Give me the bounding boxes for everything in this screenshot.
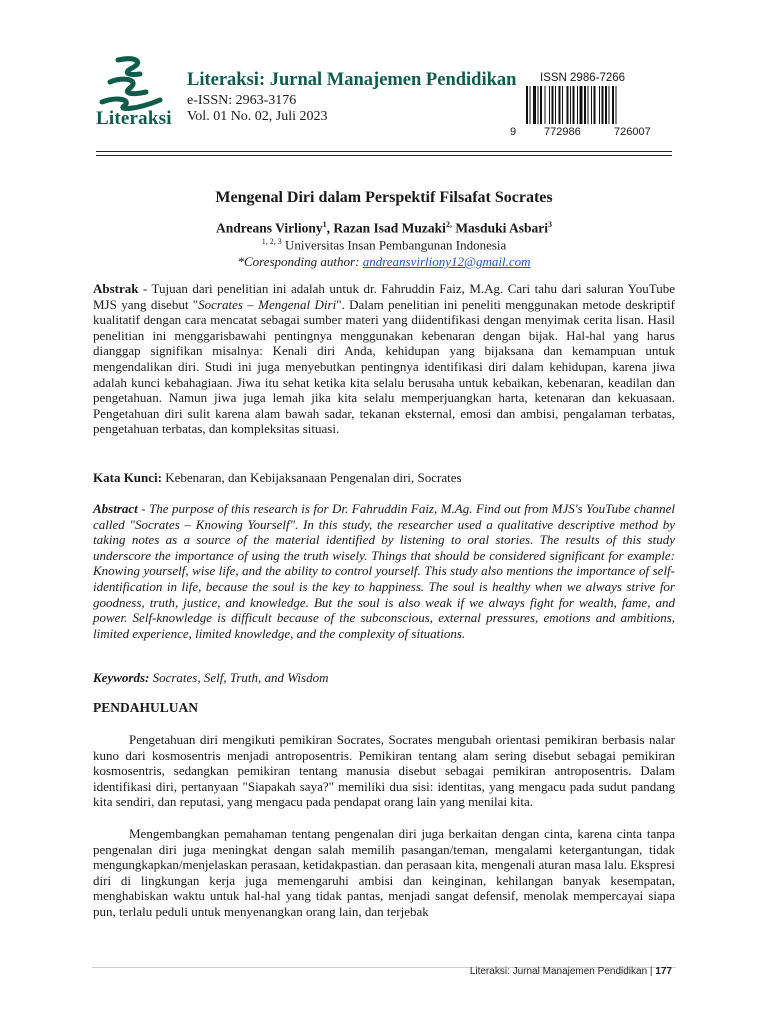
article-title: Mengenal Diri dalam Perspektif Filsafat Socrates: [215, 189, 553, 206]
corresponding-author: *Coresponding author: andreansvirliony12@gmail.com: [237, 254, 531, 269]
barcode-digits-left: 772986: [544, 126, 581, 138]
abstrak-paragraph: Abstrak - Tujuan dari penelitian ini adalah untuk dr. Fahruddin Faiz, M.Ag. Cari tahu dari saluran YouTube MJS yang disebut "Socrates – Mengenal Diri". Dalam penelitian ini peneliti menggunakan metode deskriptif kualitatif dengan cara mencatat sebagai sumber materi yang diidentifikasi dengan menyimak cerita lisan. Hasil penelitian ini menggarisbawahi pentingnya menggunakan kebenaran dengan bijak. Hal-hal yang harus dianggap signifikan misalnya: Kenali diri Anda, kehidupan yang bijaksana dan kemampuan untuk mengendalikan diri. Studi ini juga menyebutkan pentingnya identifikasi diri dalam kehidupan, karena jiwa adalah kunci kebahagiaan. Jiwa itu sehat ketika kita selalu berusaha untuk kebaikan, kebenaran, keadilan dan pengetahuan. Namun jiwa juga lemah jika kita selalu memperjuangkan harta, ketenaran dan kekuasaan. Pengetahuan diri sulit karena alam bawah sadar, tekanan eksternal, emosi dan ambisi, pengalaman terbatas, pengetahuan terbatas, dan kompleksitas situasi.: [93, 281, 676, 437]
header-rule-bottom: [96, 155, 672, 156]
barcode-digit-first: 9: [510, 126, 517, 138]
author-name: Andreans Virliony: [216, 220, 323, 236]
abstract-label: Abstract: [93, 501, 138, 516]
page-number: 177: [655, 966, 672, 977]
page-footer: Literaksi: Jurnal Manajemen Pendidikan | 177: [469, 966, 672, 977]
abstrak-label: Abstrak: [93, 281, 139, 296]
barcode-image: [524, 86, 660, 124]
issn-label: ISSN 2986-7266: [540, 72, 626, 84]
abstract-english-paragraph: Abstract - The purpose of this research is for Dr. Fahruddin Faiz, M.Ag. Find out from MJS's YouTube channel called "Socrates – Knowing Yourself". In this study, the researcher used a qualitative descriptive method by taking notes as a source of the material identified by listening to oral stories. The results of this study underscore the importance of using the truth wisely. Things that should be considered significant for example: Knowing yourself, wise life, and the ability to control yourself. This study also mentions the importance of self-identification in life, because the soul is the key to happiness. The soul is healthy when we always strive for goodness, truth, justice, and knowledge. But the soul is also weak if we always fight for wealth, fame, and power. Self-knowledge is difficult because of the subconscious, external pressures, emotions and ambitions, limited experience, limited knowledge, and the complexity of situations.: [93, 501, 675, 641]
affiliation: $^{1, 2, 3}$ Universitas Insan Pembangunan Indonesia: [261, 237, 507, 253]
body-paragraph: Mengembangkan pemahaman tentang pengenalan diri juga berkaitan dengan cinta, karena cinta tanpa pengenalan diri juga meningkat dengan salah memilih pasangan/teman, mengalami ketergantungan, tidak mengungkapkan/menjelaskan perasaan, ketidakpastian. dan perasaan kita, mengenali aturan masa lalu. Ekspresi diri di lingkungan kerja juga memengaruhi ambisi dan keinginan, kehilangan banyak kesempatan, menghabiskan waktu untuk hal-hal yang tidak pantas, menjadi sangat defensif, menolak mempercayai siapa pun, terlalu peduli untuk menyenangkan orang lain, dan terjebak: [93, 826, 675, 919]
author-name: Masduki Asbari: [455, 220, 548, 236]
author-list: Andreans Virliony$^1$, Razan Isad Muzaki$^{2,}$ Masduki Asbari$^3$: [216, 220, 552, 236]
journal-title: Literaksi: Jurnal Manajemen Pendidikan: [187, 70, 517, 90]
section-heading: PENDAHULUAN: [93, 700, 199, 715]
kata-kunci: Kata Kunci: Kebenaran, dan Kebijaksanaan Pengenalan diri, Socrates: [93, 470, 462, 485]
footer-journal: Literaksi: Jurnal Manajemen Pendidikan: [469, 966, 648, 977]
author-email-link[interactable]: andreansvirliony12@gmail.com: [362, 254, 531, 269]
keywords: Keywords: Socrates, Self, Truth, and Wisdom: [93, 670, 329, 685]
barcode-digits-right: 726007: [614, 126, 651, 138]
eissn: e-ISSN: 2963-3176: [187, 93, 297, 108]
logo-wordmark: Literaksi: [96, 108, 172, 129]
body-paragraph: Pengetahuan diri mengikuti pemikiran Socrates, Socrates mengubah orientasi pemikiran berbasis nalar kuno dari kosmosentris menjadi antroposentris. Pemikiran tentang alam sering disebut sebagai pemikiran kosmosentris, sedangkan pemikiran tentang manusia disebut sebagai pemikiran antroposentris. Dalam identifikasi diri, pertanyaan "Siapakah saya?" memiliki dua sisi: identitas, yang mengacu pada sudut pandang kita sendiri, dan reputasi, yang mengacu pada pendapat orang lain yang menilai kita.: [93, 732, 675, 810]
author-name: Razan Isad Muzaki: [333, 220, 446, 236]
header-rule-top: [96, 151, 672, 152]
volume-info: Vol. 01 No. 02, Juli 2023: [187, 109, 328, 124]
